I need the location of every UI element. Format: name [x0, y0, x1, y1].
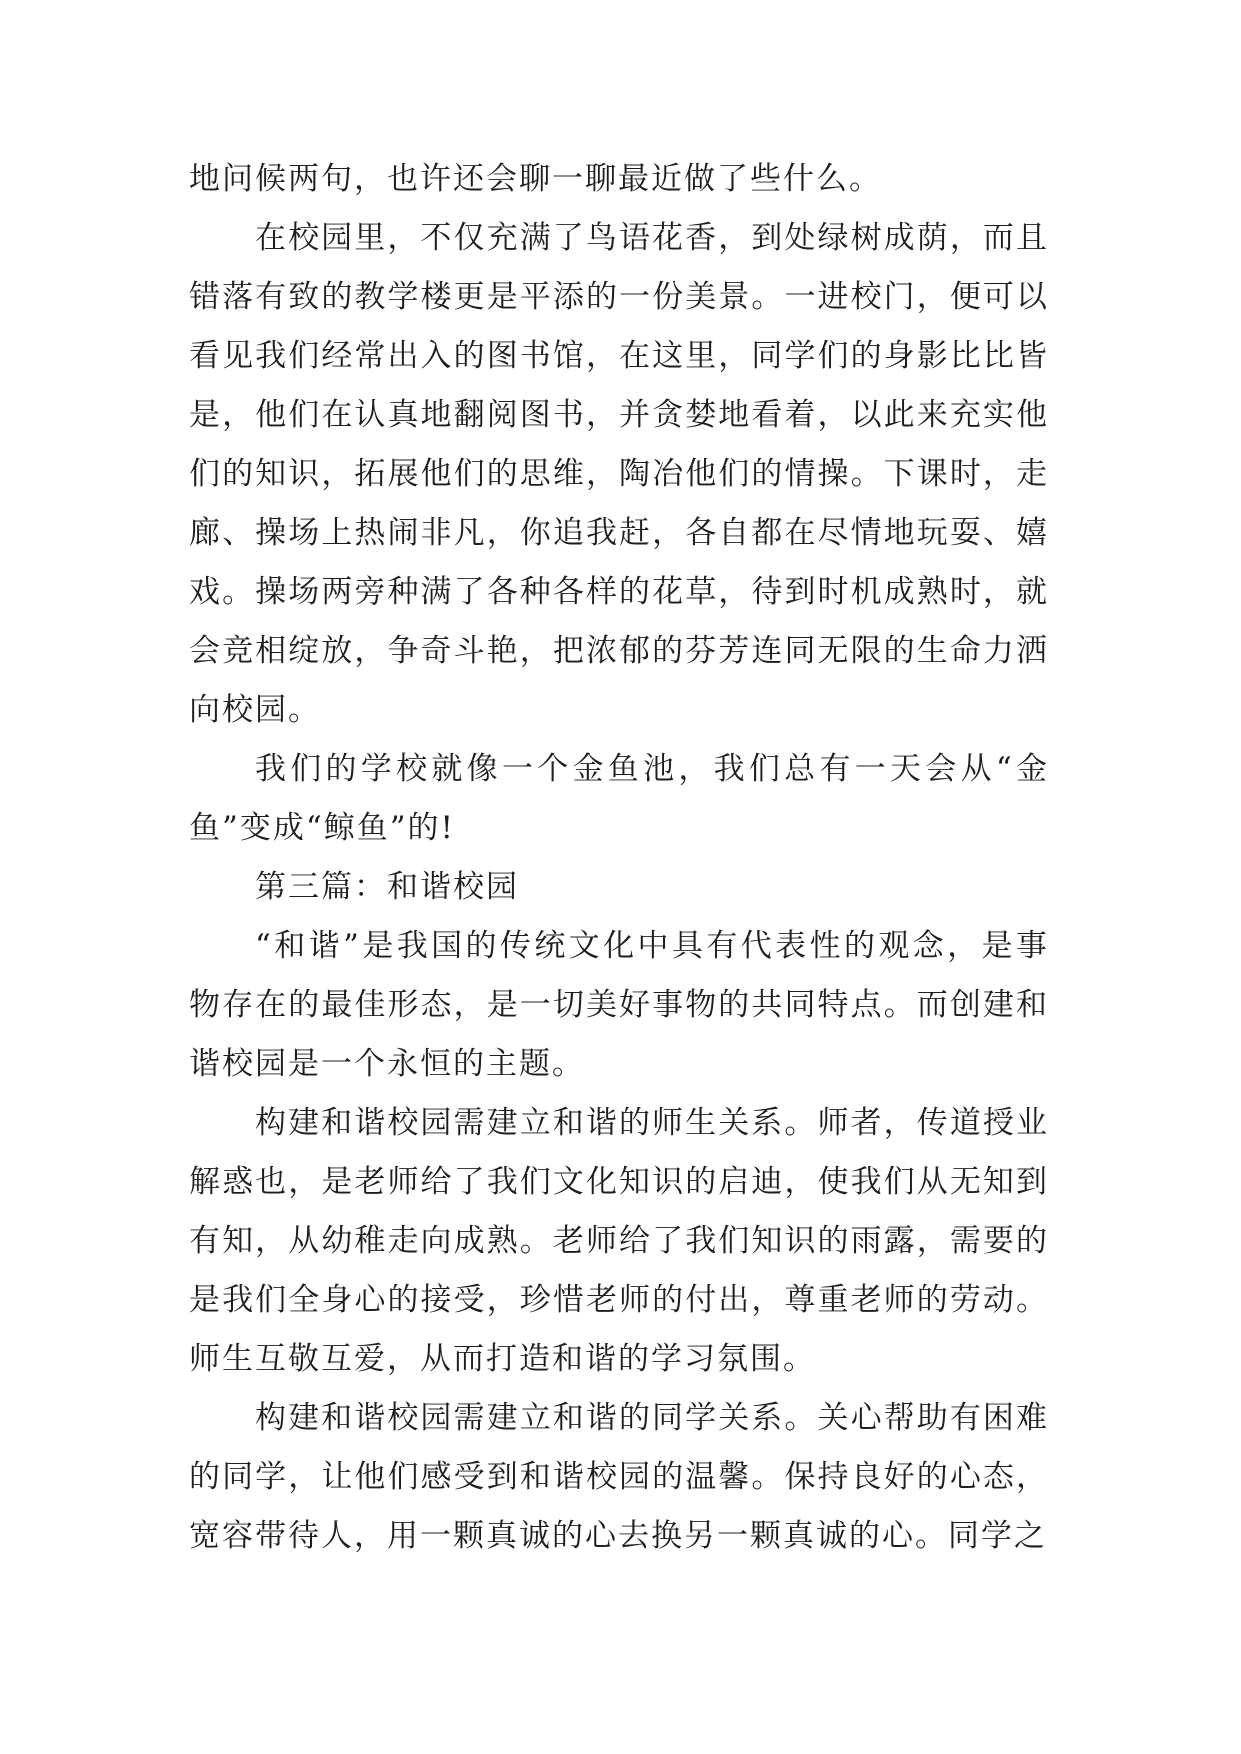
paragraph-1: 地问候两句，也许还会聊一聊最近做了些什么。 [189, 161, 882, 197]
paragraph-2: 在校园里，不仅充满了鸟语花香，到处绿树成荫，而且错落有致的教学楼更是平添的一份美景。一进校门，便可以看见我们经常出入的图书馆，在这里，同学们的身影比比皆是，他们在认真地翻阅图书，并贪婪地看着，以此来充实他们的知识，拓展他们的思维，陶冶他们的情操。下课时，走廊、操场上热闹非凡，你追我赶，各自都在尽情地玩耍、嬉戏。操场两旁种满了各种各样的花草，待到时机成熟时，就会竞相绽放，争奇斗艳，把浓郁的芬芳连同无限的生命力洒向校园。 [189, 220, 1049, 728]
paragraph-6: 构建和谐校园需建立和谐的同学关系。关心帮助有困难的同学，让他们感受到和谐校园的温馨。保持良好的心态，宽容带待人，用一颗真诚的心去换另一颗真诚的心。同学之 [189, 1400, 1049, 1554]
document-body [189, 150, 1049, 1566]
paragraph-5: 构建和谐校园需建立和谐的师生关系。师者，传道授业解惑也，是老师给了我们文化知识的启迪，使我们从无知到有知，从幼稚走向成熟。老师给了我们知识的雨露，需要的是我们全身心的接受，珍惜老师的付出，尊重老师的劳动。师生互敬互爱，从而打造和谐的学习氛围。 [189, 1105, 1049, 1377]
paragraph-4: “和谐”是我国的传统文化中具有代表性的观念，是事物存在的最佳形态，是一切美好事物的共同特点。而创建和谐校园是一个永恒的主题。 [189, 928, 1049, 1082]
paragraph-3: 我们的学校就像一个金鱼池，我们总有一天会从“金鱼”变成“鲸鱼”的! [189, 751, 1049, 846]
section-heading: 第三篇：和谐校园 [255, 869, 519, 905]
